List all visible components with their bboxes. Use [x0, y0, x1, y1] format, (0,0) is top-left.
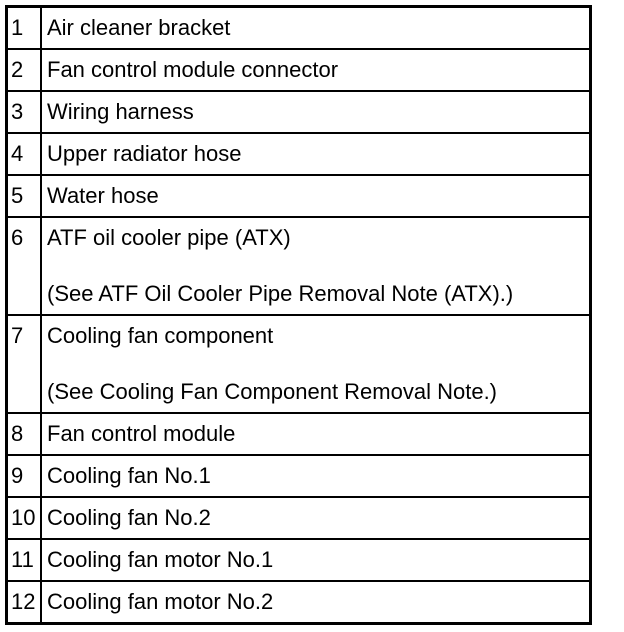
table-row — [7, 217, 591, 315]
part-number: 11 — [7, 539, 42, 581]
table-row — [7, 413, 591, 455]
part-number: 5 — [7, 175, 42, 217]
part-name — [41, 91, 591, 133]
part-name-text: Cooling fan No.2 — [47, 505, 211, 530]
part-name — [41, 497, 591, 539]
part-name-text: Cooling fan No.1 — [47, 463, 211, 488]
part-name-text: Air cleaner bracket — [47, 15, 231, 40]
parts-table — [5, 5, 592, 625]
table-row — [7, 7, 591, 50]
part-number: 7 — [7, 315, 42, 413]
table-row — [7, 91, 591, 133]
part-name — [41, 217, 591, 315]
part-number: 12 — [7, 581, 42, 624]
part-name — [41, 413, 591, 455]
part-name — [41, 539, 591, 581]
part-name — [41, 315, 591, 413]
part-name — [41, 133, 591, 175]
table-row — [7, 175, 591, 217]
part-number: 6 — [7, 217, 42, 315]
part-name-text: Cooling fan motor No.2 — [47, 589, 274, 614]
table-row — [7, 49, 591, 91]
part-number: 10 — [7, 497, 42, 539]
part-number: 9 — [7, 455, 42, 497]
table-row — [7, 539, 591, 581]
table-row — [7, 497, 591, 539]
part-name-text: Fan control module connector — [47, 57, 339, 82]
part-name-text: Wiring harness — [47, 99, 194, 124]
part-name — [41, 455, 591, 497]
part-name-text: ATF oil cooler pipe (ATX) — [47, 225, 291, 250]
part-name — [41, 7, 591, 50]
part-number: 8 — [7, 413, 42, 455]
table-row — [7, 581, 591, 624]
part-number: 4 — [7, 133, 42, 175]
part-name-text: Water hose — [47, 183, 159, 208]
removal-note: (See Cooling Fan Component Removal Note.) — [47, 379, 498, 404]
part-name-text: Upper radiator hose — [47, 141, 242, 166]
part-number: 3 — [7, 91, 42, 133]
part-name — [41, 175, 591, 217]
removal-note: (See ATF Oil Cooler Pipe Removal Note (ATX).) — [47, 281, 514, 306]
part-name — [41, 49, 591, 91]
part-name-text: Fan control module — [47, 421, 236, 446]
part-name — [41, 581, 591, 624]
table-row — [7, 455, 591, 497]
table-row — [7, 133, 591, 175]
part-name-text: Cooling fan component — [47, 323, 274, 348]
part-number: 1 — [7, 7, 42, 50]
part-number: 2 — [7, 49, 42, 91]
part-name-text: Cooling fan motor No.1 — [47, 547, 274, 572]
table-row — [7, 315, 591, 413]
